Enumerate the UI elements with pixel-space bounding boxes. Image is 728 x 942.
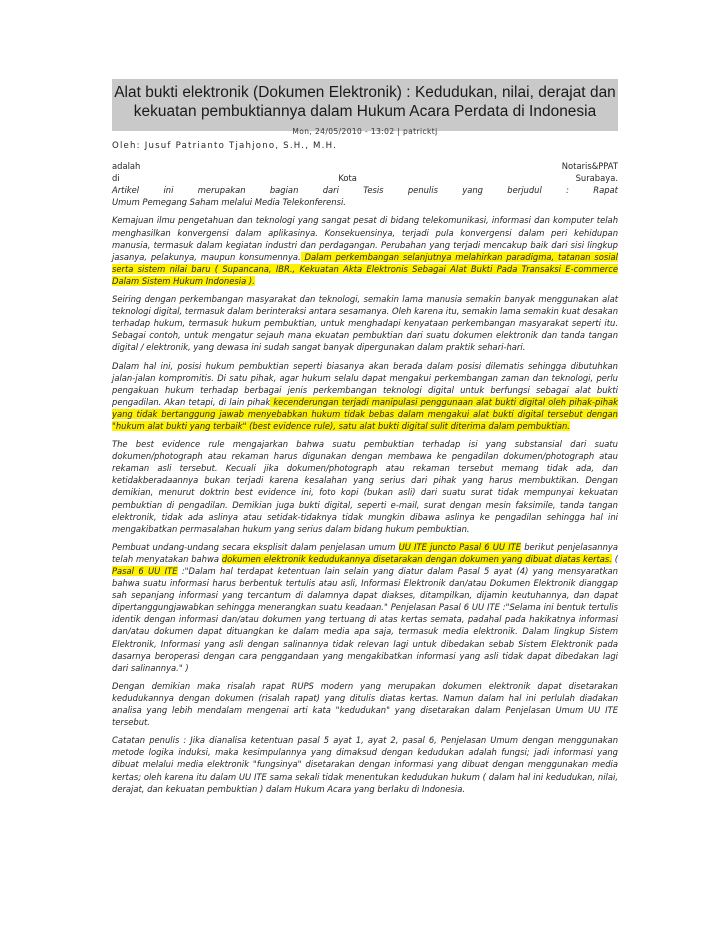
intro-word: : — [566, 185, 569, 196]
intro-word: Rapat — [593, 185, 618, 196]
intro-word: yang — [462, 185, 483, 196]
paragraph-7 — [112, 734, 618, 794]
intro-line-1 — [112, 160, 618, 172]
intro-word: adalah — [112, 161, 141, 172]
intro-word: Kota — [338, 173, 357, 184]
paragraph-2 — [112, 293, 618, 353]
title-line-2: kekuatan pembuktiannya dalam Hukum Acara Perdata di Indonesia — [133, 103, 597, 120]
intro-word: Tesis — [363, 185, 384, 196]
paragraph-text: Dalam hal ini, posisi hukum pembuktian seperti biasanya akan berada dalam posisi dilematis sehingga dibutuhkan jalan-jalan kompromitis. Di satu pihak, agar hukum selalu dapat mengakui perkembangan zaman dan teknologi, perlu pengakuan hukum terhadap berbagai jenis perkembangan teknologi digital untuk berfungsi sebagai alat bukti pengadilan. Akan tetapi, di lain pihak — [112, 360, 618, 407]
highlighted-text: Pasal 6 UU ITE — [112, 566, 178, 576]
paragraph-text: Dengan demikian maka risalah rapat RUPS modern yang merupakan dokumen elektronik dapat disetarakan kedudukannya dengan dokumen (risalah rapat) yang ditulis diatas kertas. Namun dalam hal ini perlulah diadakan analisa yang lebih mendalam mengenai arti kata "kedudukan" yang disetarakan dalam Penjelasan Umum UU ITE tersebut. — [112, 680, 618, 728]
intro-word: bagian — [269, 185, 299, 196]
intro-line-3 — [112, 184, 618, 196]
article-body — [112, 140, 618, 801]
author-line: Oleh: Jusuf Patrianto Tjahjono, S.H., M.H. — [112, 141, 338, 151]
highlighted-text: UU ITE juncto Pasal 6 UU ITE — [398, 541, 522, 552]
author-intro — [112, 160, 618, 208]
paragraph-text: The best evidence rule mengajarkan bahwa suatu pembuktian terhadap isi yang substansial dari suatu dokumen/photograph atau rekaman harus digunakan dengan membawa ke pengadilan dokumen/photograph atau rekaman asli tersebut. Kecuali jika dokumen/photograph atau rekaman tersebut memang tidak ada, dan ketidakberadaannya bukan terjadi karena kesalahan yang serius dari pihak yang harus membuktikan. Dengan demikian, menurut doktrin best evidence ini, foto kopi (bukan asli) dari suatu surat tidak mempunyai kekuatan pembuktian di pengadilan. Demikian juga bukti digital, seperti e-mail, surat dengan mesin faksimile, tanda tangan elektronik, tidak ada aslinya atau setidak-tidaknya tidak mungkin dibawa aslinya ke pengadilan sehingga hal ini mengakibatkan permasalahan hukum yang serius dalam bidang hukum pembuktian. — [112, 439, 618, 534]
article-header — [112, 79, 618, 136]
paragraph-4 — [112, 438, 618, 535]
intro-word: ini — [163, 185, 174, 196]
intro-word: Surabaya. — [575, 173, 618, 184]
article-title — [112, 83, 618, 121]
intro-word: Notaris&PPAT — [561, 161, 618, 172]
paragraph-3 — [112, 360, 618, 433]
intro-word: Artikel — [112, 185, 140, 196]
title-line-1: Alat bukti elektronik (Dokumen Elektronik) : Kedudukan, nilai, derajat dan — [114, 84, 616, 101]
intro-word: di — [112, 173, 120, 184]
paragraph-text: Pembuat undang-undang secara eksplisit dalam penjelasan umum — [112, 541, 399, 552]
intro-word: dari — [322, 185, 339, 196]
paragraph-text: Kemajuan ilmu pengetahuan dan teknologi yang sangat pesat di bidang telekomunikasi, informasi dan komputer telah menghasilkan konvergensi dalam aplikasinya. Konsekuensinya, terjadi pula konvergensi dalam peri kehidupan manusia, termasuk dalam kegiatan industri dan perdagangan. Perubahan yang terjadi mencakup baik dari sisi lingkup jasanya, pelakunya, maupun konsumennya. — [112, 215, 618, 262]
article-meta: Mon, 24/05/2010 - 13:02 | patricktj — [292, 127, 438, 136]
paragraph-5 — [112, 541, 618, 674]
paragraph-text: Catatan penulis : Jika dianalisa ketentuan pasal 5 ayat 1, ayat 2, pasal 6, Penjelasan Umum dengan menggunakan metode logika induksi, maka kesimpulannya yang dimaksud dengan kedudukan adalah fungsi; jadi informasi yang dibuat melalui media elektronik "fungsinya" disetarakan dengan informasi yang dibuat dengan menggunakan media kertas; oleh karena itu dalam UU ITE sama sekali tidak menentukan kedudukan hukum ( dalam hal ini kedudukan, nilai, derajat, dan kekuatan pembuktian ) dalam Hukum Acara yang berlaku di Indonesia. — [112, 735, 618, 794]
highlighted-text: dokumen elektronik kedudukannya disetarakan dengan dokumen yang dibuat diatas kertas. — [221, 553, 612, 564]
intro-word: penulis — [407, 185, 438, 196]
intro-word: merupakan — [197, 185, 246, 196]
paragraph-text: Seiring dengan perkembangan masyarakat dan teknologi, semakin lama manusia semakin banyak menggunakan alat teknologi digital, termasuk dalam berinteraksi antara sesamanya. Oleh karena itu, semakin lama semakin kuat desakan terhadap hukum, termasuk hukum pembuktian, untuk menghadapi kenyataan perkembangan masyarakat seperti itu. Sebagai contoh, untuk mengatur sejauh mana ekuatan pembuktian dari suatu dokumen elektronik dan tanda tangan digital / elektronik, yang dewasa ini sudah sangat banyak dipergunakan dalam praktik sehari-hari. — [112, 294, 618, 353]
intro-word: berjudul — [507, 185, 542, 196]
paragraph-6 — [112, 680, 618, 728]
intro-line-2 — [112, 172, 618, 184]
highlighted-text: Dalam perkembangan selanjutnya melahirkan paradigma, tatanan sosial serta sistem nilai baru ( Supancana, IBR., Kekuatan Akta Elektronis Sebagai Alat Bukti Pada Transaksi E-commerce Dalam Sistem Hukum Indonesia ). — [112, 251, 618, 286]
intro-line-4: Umum Pemegang Saham melalui Media Telekonferensi. — [112, 197, 346, 208]
highlighted-text: kecenderungan terjadi manipulasi penggunaan alat bukti digital oleh pihak-pihak yang tidak bertanggung jawab menyebabkan hukum tidak bebas dalam mengakui alat bukti digital tersebut dengan "hukum alat bukti yang terbaik" (best evidence rule), satu alat bukti digital sulit diterima dalam pembuktian. — [112, 396, 618, 431]
paragraph-text: berikut penjelasannya telah menyatakan bahwa — [112, 541, 618, 564]
paragraph-text: :"Dalam hal terdapat ketentuan lain selain yang diatur dalam Pasal 5 ayat (4) yang mensyaratkan bahwa suatu informasi harus berbentuk tertulis atau asli, Informasi Elektronik dan/atau Dokumen Elektronik dianggap sah sepanjang informasi yang tercantum di dalamnya dapat diakses, ditampilkan, dijamin keutuhannya, dan dapat dipertanggungjawabkan sehingga menerangkan suatu keadaan." Penjelasan Pasal 6 UU ITE :"Selama ini bentuk tertulis identik dengan informasi dan/atau dokumen yang tertuang di atas kertas semata, padahal pada hakikatnya informasi dan/atau dokumen dapat dituangkan ke dalam media apa saja, termasuk media elektronik. Dalam lingkup Sistem Elektronik, Informasi yang asli dengan salinannya tidak relevan lagi untuk dibedakan sebab Sistem Elektronik pada dasarnya beroperasi dengan cara penggandaan yang mengakibatkan informasi yang asli tidak dapat dibedakan lagi dari salinannya." ) — [112, 566, 618, 673]
paragraph-text: ( — [611, 553, 618, 564]
paragraph-1 — [112, 214, 618, 287]
